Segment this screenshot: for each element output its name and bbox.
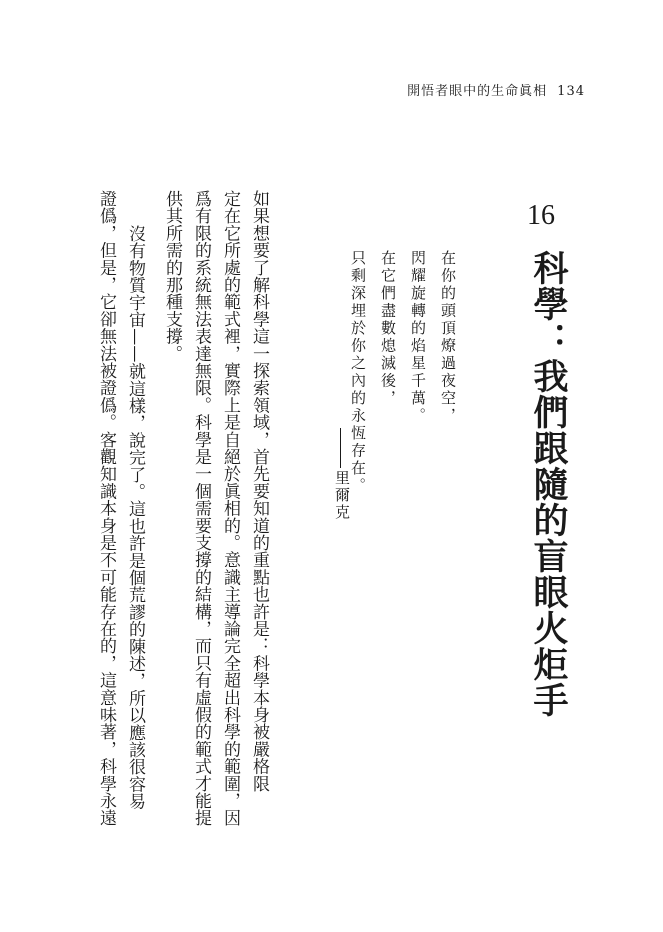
- body-line: 沒有物質宇宙——就這樣，說完了。這也許是個荒謬的陳述，所以應該很容易: [125, 225, 145, 810]
- body-line: 爲有限的系統無法表達無限。科學是一個需要支撐的結構，而只有虛假的範式才能提: [191, 190, 211, 827]
- body-line: 供其所需的那種支撐。: [162, 190, 182, 362]
- body-line: 如果想要了解科學這一探索領域，首先要知道的重點也許是：科學本身被嚴格限: [249, 190, 269, 792]
- page-number: 134: [557, 84, 585, 99]
- chapter-title: 科學：我們跟隨的盲眼火炬手: [528, 250, 568, 718]
- chapter-number: 16: [527, 200, 555, 231]
- running-title: 開悟者眼中的生命眞相: [407, 84, 548, 99]
- epigraph-line: 在它們盡數熄滅後，: [379, 250, 397, 408]
- epigraph-line: 閃耀旋轉的焰星千萬。: [409, 250, 427, 425]
- epigraph-line: 在你的頭頂燎過夜空，: [439, 250, 457, 425]
- body-line: 定在它所處的範式裡，實際上是自絕於眞相的。意識主導論完全超出科學的範圍，因: [220, 190, 240, 827]
- body-line: 證僞，但是，它卻無法被證僞。客觀知識本身是不可能存在的，這意味著，科學永遠: [96, 190, 116, 827]
- epigraph-line: 只剩深埋於你之內的永恆存在。: [349, 250, 367, 495]
- epigraph-attribution: 里爾克: [333, 470, 351, 521]
- running-header: [407, 80, 585, 99]
- attribution-dash: [340, 428, 341, 468]
